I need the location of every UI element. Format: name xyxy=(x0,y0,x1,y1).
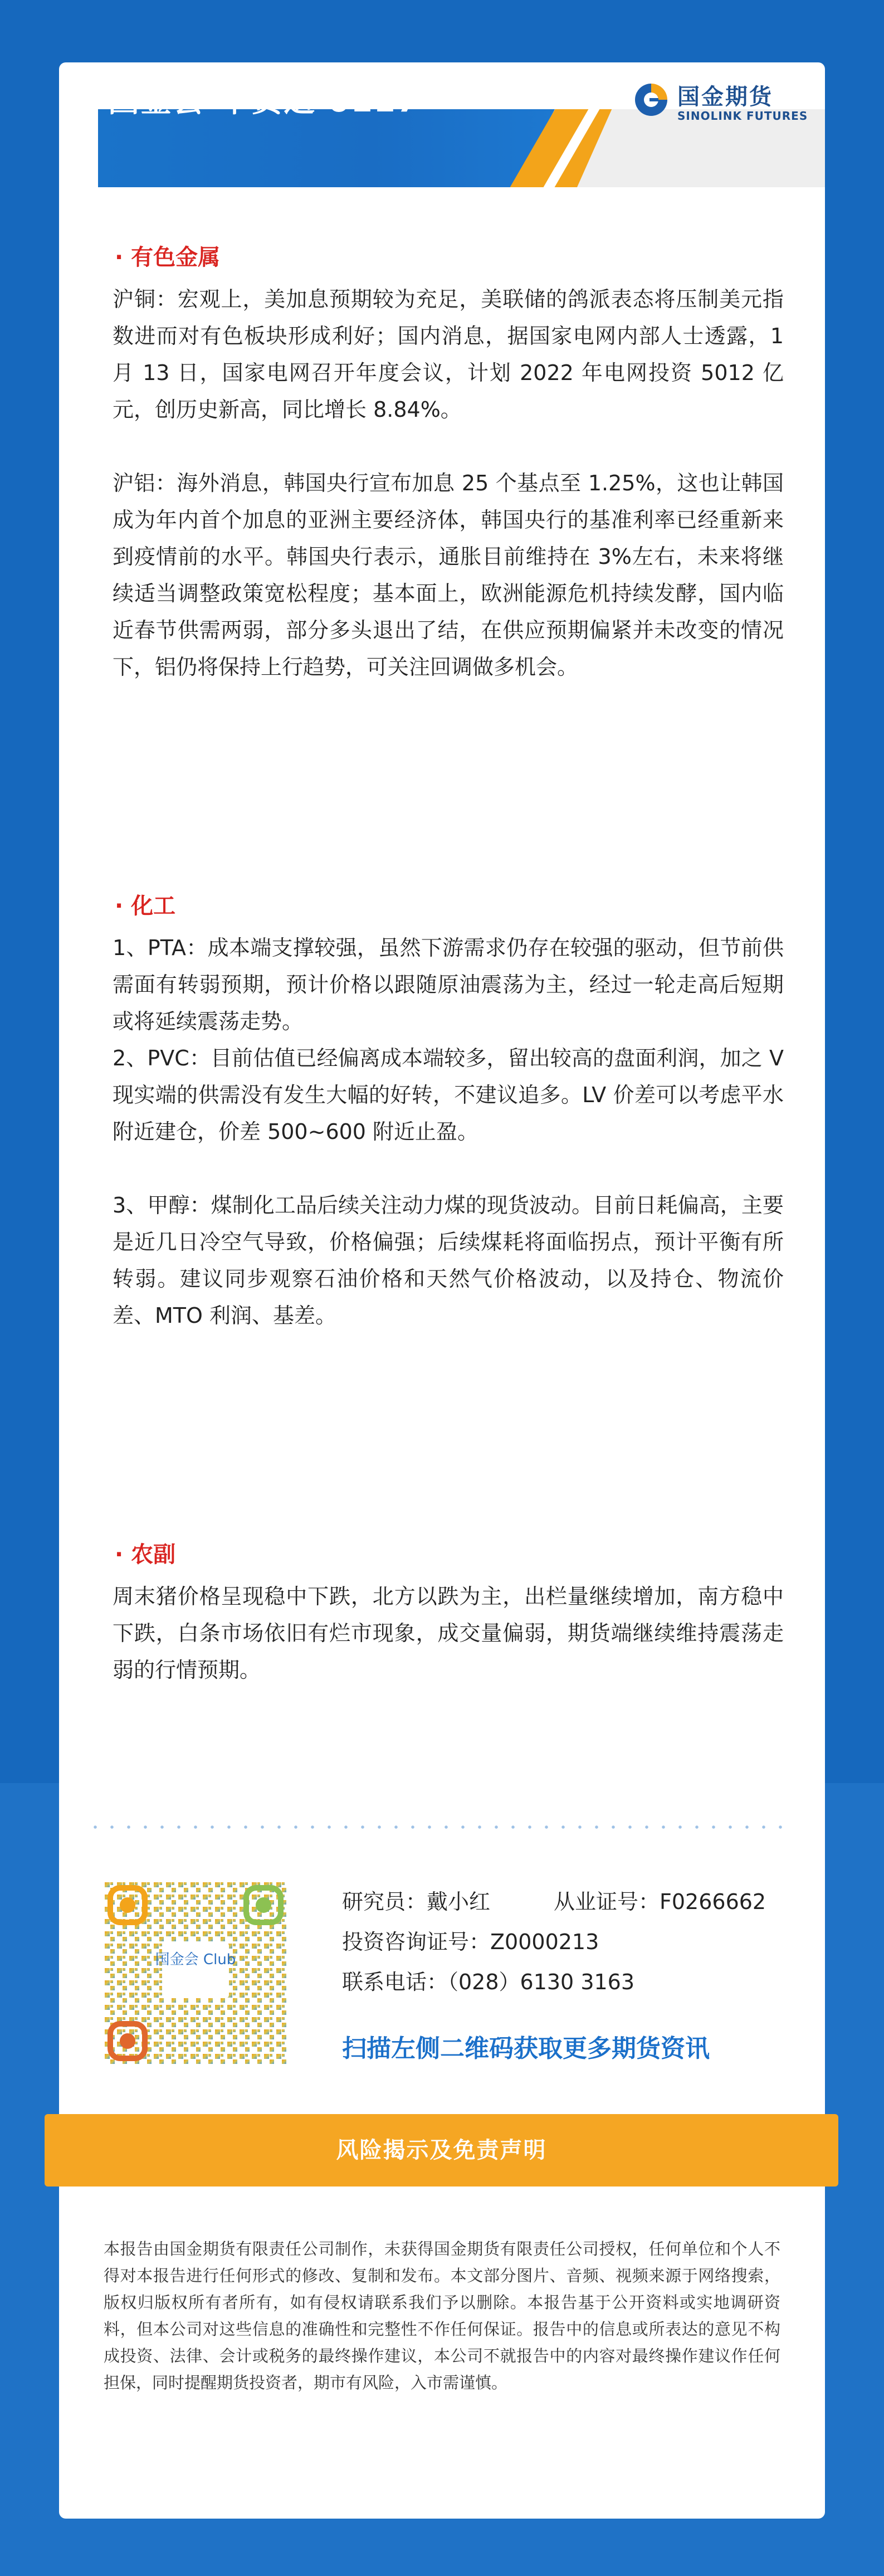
page-title: 国金会-早资道 0117 xyxy=(108,83,419,119)
paragraph-pvc: 2、PVC：目前估值已经偏离成本端较多，留出较高的盘面利润，加之 V 现实端的供需没有发生大幅的好转，不建议追多。LV 价差可以考虑平水附近建仓，价差 500~600 附近止盈。 xyxy=(113,1046,784,1144)
license-number: 从业证号：F0266662 xyxy=(554,1890,766,1914)
logo-text-en: SINOLINK FUTURES xyxy=(677,109,808,123)
risk-disclosure-title: 风险揭示及免责声明 xyxy=(336,2137,547,2163)
logo-text-cn: 国金期货 xyxy=(677,84,773,110)
paragraph-aluminum: 沪铝：海外消息，韩国央行宣布加息 25 个基点至 1.25%，这也让韩国成为年内首个加息的亚洲主要经济体，韩国央行的基准利率已经重新来到疫情前的水平。韩国央行表示，通胀目前维持在 3%左右，未来将继续适当调整政策宽松程度；基本面上，欧洲能源危机持续发酵，国内临近春节供需两弱，部分多头退出了结，在供应预期偏紧并未改变的情况下，铝仍将保持上行趋势，可关注回调做多机会。 xyxy=(113,471,784,679)
paragraph-methanol: 3、甲醇：煤制化工品后续关注动力煤的现货波动。目前日耗偏高，主要是近几日冷空气导致，价格偏强；后续煤耗将面临拐点，预计平衡有所转弱。建议同步观察石油价格和天然气价格波动，以及持仓、物流价差、MTO 利润、基差。 xyxy=(113,1193,784,1328)
section-title-nonferrous: · 有色金属 xyxy=(115,245,221,270)
paragraph-copper: 沪铜：宏观上，美加息预期较为充足，美联储的鸽派表态将压制美元指数进而对有色板块形成利好；国内消息，据国家电网内部人士透露，1 月 13 日，国家电网召开年度会议，计划 2022 年电网投资 5012 亿元，创历史新高，同比增长 8.84%。 xyxy=(113,287,784,422)
scan-qr-tip: 扫描左侧二维码获取更多期货资讯 xyxy=(342,2034,710,2063)
section-title-chemical: · 化工 xyxy=(115,893,176,919)
dotted-divider xyxy=(87,1825,794,1829)
paragraph-hog: 周末猪价格呈现稳中下跌，北方以跌为主，出栏量继续增加，南方稳中下跌，白条市场依旧有烂市现象，成交量偏弱，期货端继续维持震荡走弱的行情预期。 xyxy=(113,1584,784,1682)
sinolink-logo-icon xyxy=(633,81,670,118)
paragraph-pta: 1、PTA：成本端支撑较强，虽然下游需求仍存在较强的驱动，但节前供需面有转弱预期，预计价格以跟随原油震荡为主，经过一轮走高后短期或将延续震荡走势。 xyxy=(113,936,784,1034)
disclaimer-text: 本报告由国金期货有限责任公司制作，未获得国金期货有限责任公司授权，任何单位和个人不得对本报告进行任何形式的修改、复制和发布。本文部分图片、音频、视频来源于网络搜索，版权归版权所有者所有，如有侵权请联系我们予以删除。本报告基于公开资料或实地调研资料，但本公司对这些信息的准确性和完整性不作任何保证。报告中的信息或所表达的意见不构成投资、法律、会计或税务的最终操作建议，本公司不就报告中的内容对最终操作建议作任何担保，同时提醒期货投资者，期市有风险，入市需谨慎。 xyxy=(104,2239,780,2392)
risk-disclosure-bar xyxy=(45,2114,838,2187)
section-title-agri: · 农副 xyxy=(115,1542,176,1567)
consult-license: 投资咨询证号：Z0000213 xyxy=(342,1930,599,1954)
contact-phone: 联系电话：（028）6130 3163 xyxy=(342,1970,635,1994)
researcher-name: 研究员：戴小红 xyxy=(342,1890,491,1914)
qr-center-label: 国金会 Club xyxy=(155,1951,236,1968)
qr-code-icon xyxy=(104,1881,287,2065)
